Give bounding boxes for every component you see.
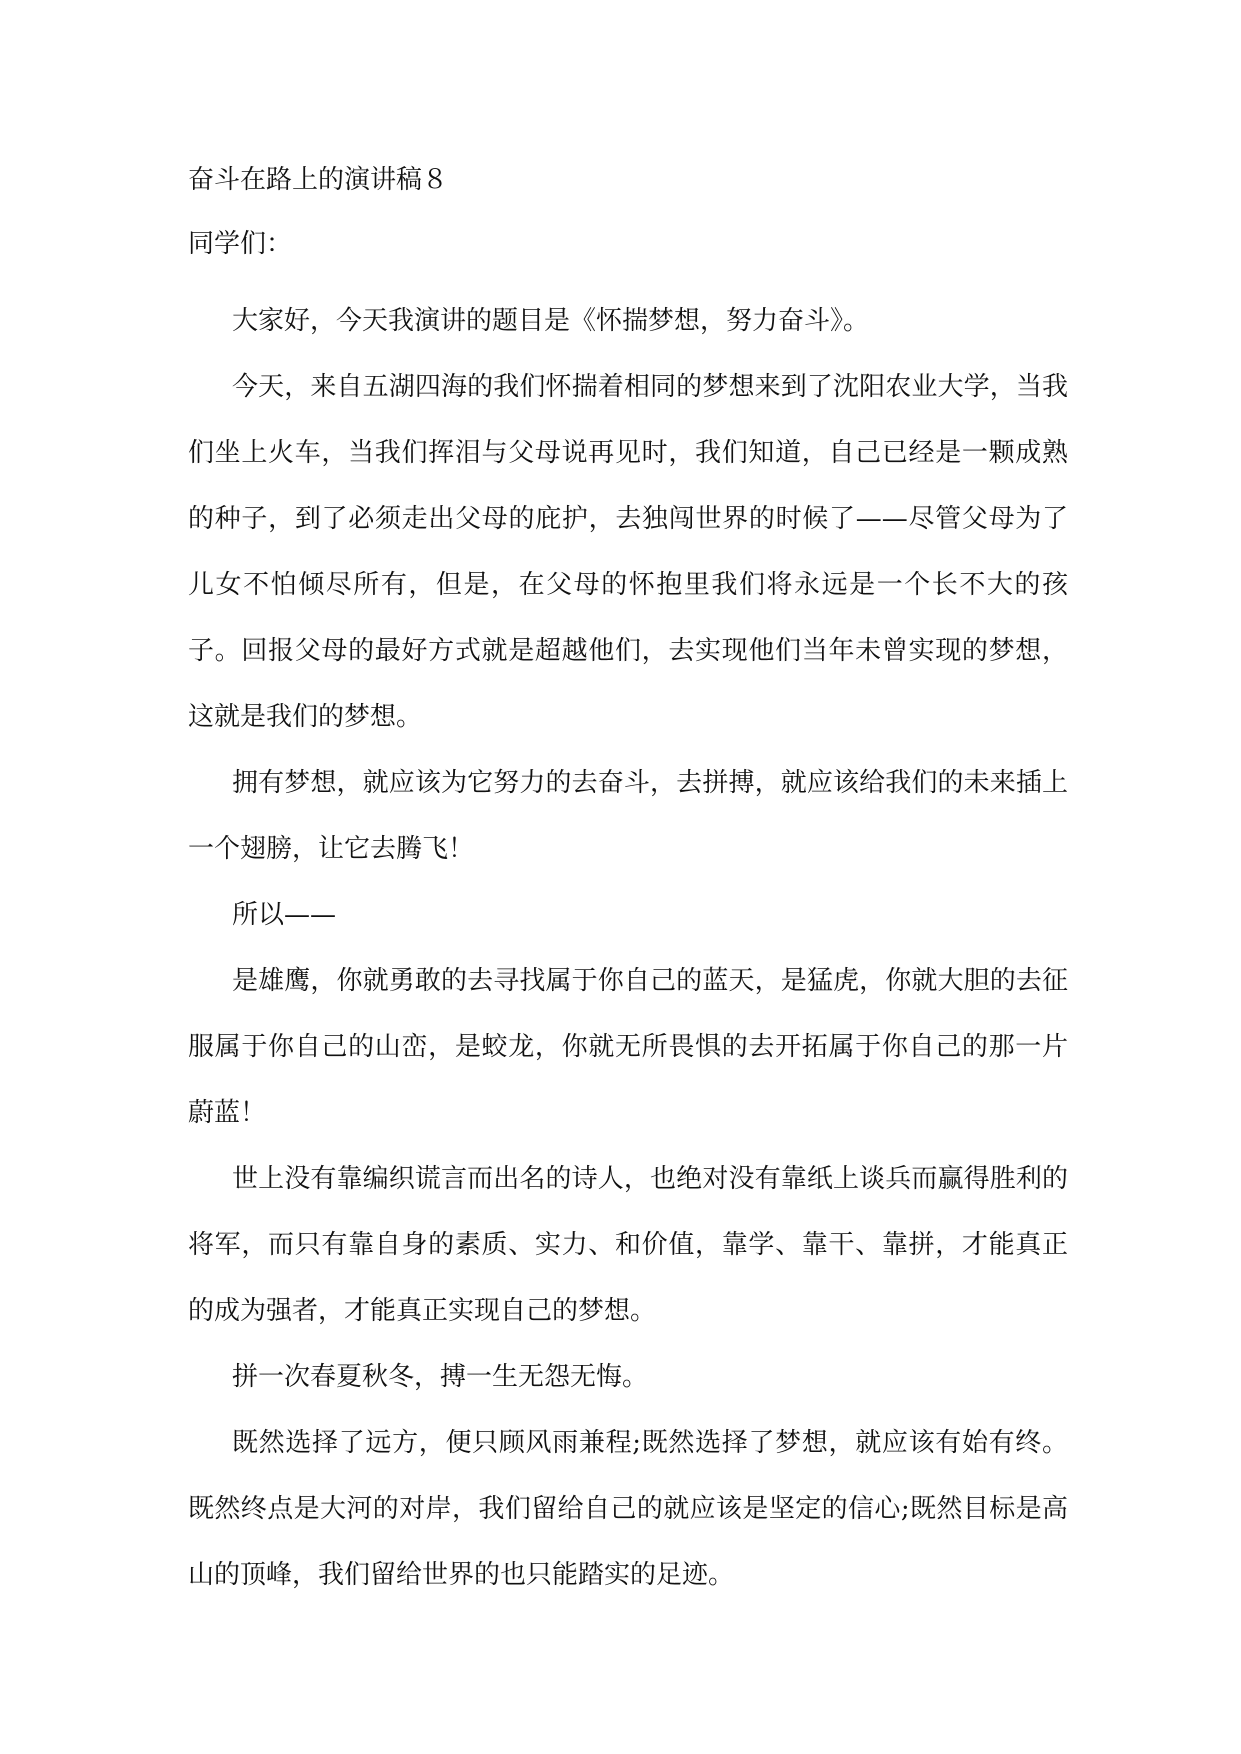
paragraph-seasons: 拼一次春夏秋冬，搏一生无怨无悔。 [232, 1362, 649, 1392]
salutation: 同学们： [188, 229, 293, 259]
paragraph-distance: 既然选择了远方，便只顾风雨兼程;既然选择了梦想，就应该有始有终。既然终点是大河的对岸，我们留给自己的就应该是坚定的信心;既然目标是高山的顶峰，我们留给世界的也只能踏实的足迹。 [188, 1428, 1068, 1590]
paragraph-dream-origin: 今天，来自五湖四海的我们怀揣着相同的梦想来到了沈阳农业大学，当我们坐上火车，当我们挥泪与父母说再见时，我们知道，自己已经是一颗成熟的种子，到了必须走出父母的庇护，去独闯世界的时候了——尽管父母为了儿女不怕倾尽所有，但是，在父母的怀抱里我们将永远是一个长不大的孩子。回报父母的最好方式就是超越他们，去实现他们当年未曾实现的梦想，这就是我们的梦想。 [188, 372, 1068, 732]
paragraph-greeting: 大家好，今天我演讲的题目是《怀揣梦想，努力奋斗》。 [232, 306, 870, 336]
document-title: 奋斗在路上的演讲稿８ [188, 165, 449, 195]
paragraph-poet-general: 世上没有靠编织谎言而出名的诗人，也绝对没有靠纸上谈兵而赢得胜利的将军，而只有靠自身的素质、实力、和价值，靠学、靠干、靠拼，才能真正的成为强者，才能真正实现自己的梦想。 [188, 1164, 1068, 1326]
paragraph-strive: 拥有梦想，就应该为它努力的去奋斗，去拼搏，就应该给我们的未来插上一个翅膀，让它去腾飞！ [188, 768, 1068, 864]
paragraph-therefore: 所以—— [232, 900, 337, 930]
paragraph-eagle-tiger-dragon: 是雄鹰，你就勇敢的去寻找属于你自己的蓝天，是猛虎，你就大胆的去征服属于你自己的山峦，是蛟龙，你就无所畏惧的去开拓属于你自己的那一片蔚蓝！ [188, 966, 1068, 1128]
document-body [188, 160, 1068, 1608]
